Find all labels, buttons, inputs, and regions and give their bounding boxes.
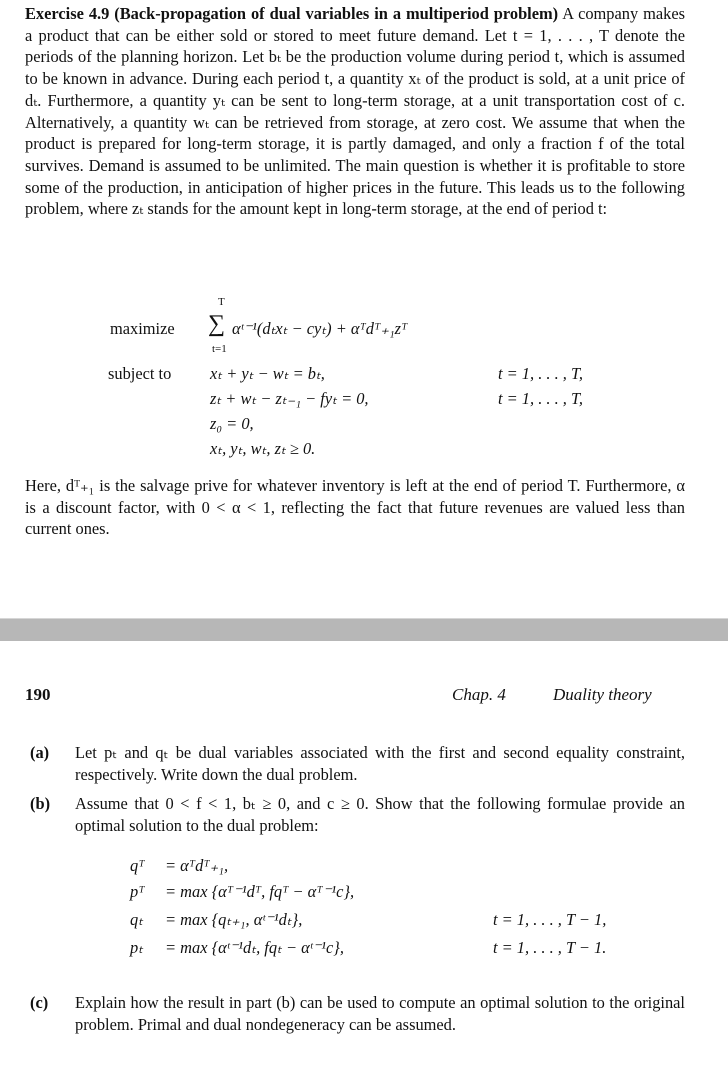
- page-number: 190: [25, 685, 51, 704]
- part-c-label: (c): [30, 993, 49, 1012]
- formula-4-range: t = 1, . . . , T − 1.: [493, 938, 607, 957]
- page-separator: [0, 618, 728, 641]
- part-b-label: (b): [30, 794, 51, 813]
- sum-lower-limit: t=1: [212, 343, 227, 355]
- part-c: [30, 992, 685, 1035]
- chapter-title: Duality theory: [553, 685, 652, 704]
- bottom-page: [0, 640, 728, 1072]
- subject-to-label: subject to: [108, 364, 172, 383]
- constraint-2-range: t = 1, . . . , T,: [498, 389, 583, 408]
- sum-upper-limit: T: [218, 296, 225, 308]
- formula-3-rhs: = max {qₜ₊₁, αᵗ⁻¹dₜ},: [165, 910, 303, 929]
- formula-4-lhs: pₜ: [130, 938, 144, 957]
- exercise-number: Exercise 4.9: [25, 4, 110, 23]
- exercise-statement: [25, 3, 685, 220]
- formula-2-rhs: = max {αᵀ⁻¹dᵀ, fqᵀ − αᵀ⁻¹c},: [165, 882, 355, 901]
- constraint-4: xₜ, yₜ, wₜ, zₜ ≥ 0.: [210, 439, 316, 458]
- constraint-1-range: t = 1, . . . , T,: [498, 364, 583, 383]
- part-a: [30, 742, 685, 785]
- formula-1-rhs: = αᵀdᵀ₊₁,: [165, 856, 229, 875]
- constraint-2: zₜ + wₜ − zₜ₋₁ − fyₜ = 0,: [210, 389, 369, 408]
- exercise-closing: Here, dᵀ₊₁ is the salvage prive for whatever inventory is left at the end of period T. Furthermore, α is a discount factor, with 0 < α < 1, reflecting the fact that future revenues are valued less than current ones.: [25, 476, 685, 539]
- summation-sign: ∑: [208, 311, 226, 337]
- part-b: [30, 793, 685, 836]
- chapter-label: Chap. 4: [452, 685, 506, 704]
- exercise-title: (Back-propagation of dual variables in a multiperiod problem): [114, 4, 559, 23]
- part-c-text: Explain how the result in part (b) can be used to compute an optimal solution to the original problem. Primal and dual nondegeneracy can be assumed.: [75, 993, 685, 1034]
- part-a-text: Let pₜ and qₜ be dual variables associated with the first and second equality constraint, respectively. Write down the dual problem.: [75, 743, 685, 784]
- part-b-text: Assume that 0 < f < 1, bₜ ≥ 0, and c ≥ 0. Show that the following formulae provide an optimal solution to the dual problem:: [75, 794, 685, 835]
- constraint-1: xₜ + yₜ − wₜ = bₜ,: [210, 364, 325, 383]
- objective-function: αᵗ⁻¹(dₜxₜ − cyₜ) + αᵀdᵀ₊₁zᵀ: [232, 319, 408, 338]
- part-a-label: (a): [30, 743, 50, 762]
- formula-3-range: t = 1, . . . , T − 1,: [493, 910, 607, 929]
- formula-2-lhs: pᵀ: [130, 882, 145, 901]
- formula-1-lhs: qᵀ: [130, 856, 145, 875]
- constraint-3: z₀ = 0,: [210, 414, 254, 433]
- exercise-intro: A company makes a product that can be either sold or stored to meet future demand. Let t = 1, . . . , T denote the periods of the planning horizon. Let bₜ be the production volume during period t, which is assumed to be known in advance. During each period t, a quantity xₜ of the product is sold, at a unit price of dₜ. Furthermore, a quantity yₜ can be sent to long-term storage, at a unit transportation cost of c. Alternatively, a quantity wₜ can be retrieved from storage, at zero cost. We assume that when the product is prepared for long-term storage, it is partly damaged, and only a fraction f of the total survives. Demand is assumed to be unlimited. The main question is whether it is profitable to store some of the production, in anticipation of higher prices in the future. This leads us to the following problem, where zₜ stands for the amount kept in long-term storage, at the end of period t:: [25, 4, 685, 219]
- formula-3-lhs: qₜ: [130, 910, 144, 929]
- maximize-label: maximize: [110, 319, 175, 338]
- formula-4-rhs: = max {αᵗ⁻¹dₜ, fqₜ − αᵗ⁻¹c},: [165, 938, 344, 957]
